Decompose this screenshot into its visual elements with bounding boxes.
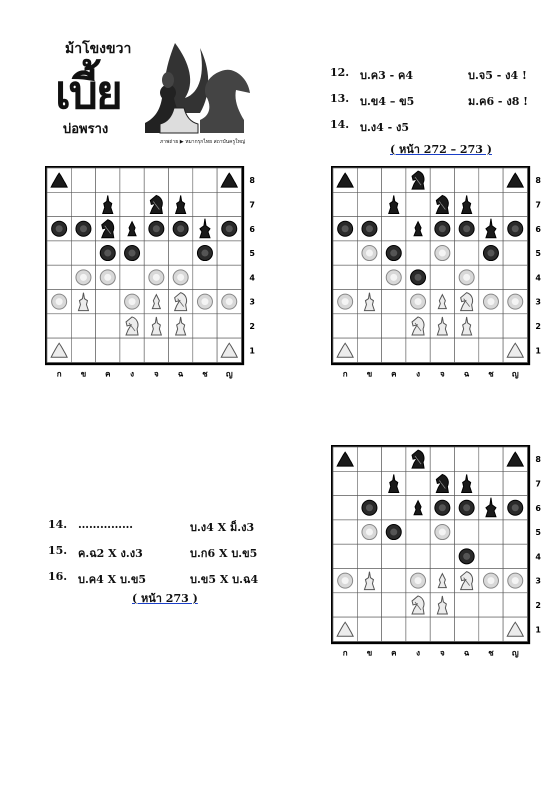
- board-square: [406, 192, 430, 216]
- white-pawn-piece: [197, 294, 212, 309]
- board-square: [382, 290, 406, 314]
- board-square: [169, 168, 193, 192]
- white-move: บ.ค3 - ค4: [360, 69, 414, 82]
- rank-label: 1: [535, 346, 541, 356]
- rank-label: 6: [249, 224, 255, 234]
- rank-label: 5: [535, 528, 541, 538]
- move-list-top: [330, 66, 540, 144]
- board-square: [357, 544, 381, 568]
- white-pawn-piece: [100, 270, 115, 285]
- rank-label: 2: [535, 321, 541, 331]
- black-pawn-piece: [362, 221, 377, 236]
- file-label: จ: [440, 369, 445, 379]
- board-square: [430, 447, 454, 471]
- board-square: [120, 168, 144, 192]
- white-pawn-piece: [508, 573, 523, 588]
- board-square: [193, 192, 217, 216]
- file-label: ฉ: [463, 648, 470, 658]
- black-pawn-piece: [222, 221, 237, 236]
- white-pawn-piece: [173, 270, 188, 285]
- move-row: [330, 92, 540, 118]
- file-label: ง: [416, 648, 421, 658]
- white-pawn-piece: [362, 525, 377, 540]
- logo-line2: เบี้ย: [55, 65, 121, 119]
- black-pawn-piece: [508, 221, 523, 236]
- file-label: จ: [154, 369, 159, 379]
- board-square: [96, 338, 120, 362]
- board-square: [357, 593, 381, 617]
- black-move: บ.จ5 - ง4 !: [468, 69, 527, 82]
- board-square: [357, 265, 381, 289]
- board-square: [217, 241, 241, 265]
- rank-label: 2: [249, 321, 255, 331]
- page-reference-bottom: [132, 589, 198, 607]
- file-label: ก: [56, 369, 62, 379]
- white-pawn-piece: [338, 573, 353, 588]
- black-move: บ.ข5 X บ.ฉ4: [190, 573, 259, 586]
- board-square: [193, 168, 217, 192]
- rank-label: 3: [535, 297, 541, 307]
- board-square: [382, 617, 406, 641]
- black-pawn-piece: [338, 221, 353, 236]
- board-square: [217, 192, 241, 216]
- black-pawn-piece: [483, 246, 498, 261]
- board-square: [406, 520, 430, 544]
- move-number: 16.: [48, 570, 68, 583]
- board-square: [503, 192, 527, 216]
- file-label: ง: [130, 369, 135, 379]
- board-square: [455, 520, 479, 544]
- board-square: [406, 471, 430, 495]
- black-pawn-piece: [149, 221, 164, 236]
- board-square: [503, 241, 527, 265]
- file-label: ญ: [511, 648, 519, 658]
- white-pawn-piece: [362, 246, 377, 261]
- board-square: [333, 314, 357, 338]
- board-square: [96, 168, 120, 192]
- move-number: 13.: [330, 92, 350, 105]
- board-square: [144, 168, 168, 192]
- file-label: ฉ: [463, 369, 470, 379]
- white-pawn-piece: [459, 270, 474, 285]
- rank-label: 4: [535, 273, 541, 283]
- file-label: ฉ: [177, 369, 184, 379]
- rank-label: 4: [249, 273, 255, 283]
- white-pawn-piece: [222, 294, 237, 309]
- move-number: 12.: [330, 66, 350, 79]
- chess-board-3: [331, 445, 559, 663]
- board-square: [382, 569, 406, 593]
- board-square: [47, 265, 71, 289]
- board-square: [503, 471, 527, 495]
- rank-label: 8: [535, 455, 541, 465]
- black-pawn-piece: [411, 270, 426, 285]
- file-label: ค: [105, 369, 111, 379]
- board-square: [455, 593, 479, 617]
- board-square: [479, 168, 503, 192]
- board-square: [430, 544, 454, 568]
- board-square: [333, 241, 357, 265]
- board-square: [71, 314, 95, 338]
- black-pawn-piece: [100, 246, 115, 261]
- black-pawn-piece: [76, 221, 91, 236]
- board-square: [479, 520, 503, 544]
- file-label: ก: [342, 648, 348, 658]
- file-label: ก: [342, 369, 348, 379]
- board-square: [382, 338, 406, 362]
- file-label: ญ: [511, 369, 519, 379]
- board-square: [479, 544, 503, 568]
- rank-label: 7: [535, 200, 541, 210]
- black-pawn-piece: [459, 549, 474, 564]
- board-square: [193, 265, 217, 289]
- board-square: [169, 241, 193, 265]
- board-square: [71, 241, 95, 265]
- board-square: [357, 192, 381, 216]
- file-label: ค: [391, 648, 397, 658]
- black-pawn-piece: [197, 246, 212, 261]
- logo-credit: ภาพถ่าย ▶ หมากรุกไทย สถาบันครูใหญ่: [160, 139, 246, 145]
- board-square: [217, 265, 241, 289]
- board-square: [503, 314, 527, 338]
- file-label: ข: [366, 648, 373, 658]
- white-pawn-piece: [483, 294, 498, 309]
- black-move: บ.ก6 X บ.ข5: [190, 547, 258, 560]
- white-pawn-piece: [508, 294, 523, 309]
- move-row: [48, 518, 278, 544]
- board-square: [455, 617, 479, 641]
- board-square: [382, 168, 406, 192]
- rank-label: 1: [535, 625, 541, 635]
- board-square: [406, 544, 430, 568]
- page-ref-label: ( หน้า 272 – 273 ): [390, 143, 492, 156]
- rank-label: 4: [535, 552, 541, 562]
- file-label: ข: [366, 369, 373, 379]
- black-pawn-piece: [435, 500, 450, 515]
- rank-label: 1: [249, 346, 255, 356]
- board-square: [333, 544, 357, 568]
- white-pawn-piece: [435, 525, 450, 540]
- white-pawn-piece: [411, 294, 426, 309]
- board-square: [144, 241, 168, 265]
- page-ref-label: ( หน้า 273 ): [132, 592, 198, 605]
- board-square: [120, 192, 144, 216]
- board-square: [193, 338, 217, 362]
- board-square: [382, 544, 406, 568]
- board-square: [96, 290, 120, 314]
- board-square: [333, 265, 357, 289]
- white-pawn-piece: [76, 270, 91, 285]
- board-square: [382, 314, 406, 338]
- file-label: ข: [80, 369, 87, 379]
- board-square: [357, 447, 381, 471]
- board-square: [503, 520, 527, 544]
- black-pawn-piece: [459, 500, 474, 515]
- white-move: บ.ข4 – ข5: [360, 95, 415, 108]
- rank-label: 7: [535, 479, 541, 489]
- board-square: [503, 593, 527, 617]
- white-pawn-piece: [149, 270, 164, 285]
- board-square: [479, 447, 503, 471]
- board-square: [479, 617, 503, 641]
- rank-label: 5: [535, 249, 541, 259]
- board-square: [382, 593, 406, 617]
- black-pawn-piece: [508, 500, 523, 515]
- white-pawn-piece: [52, 294, 67, 309]
- board-square: [430, 265, 454, 289]
- file-label: ค: [391, 369, 397, 379]
- rank-label: 8: [249, 176, 255, 186]
- chess-board-2: [331, 166, 559, 384]
- board-square: [71, 338, 95, 362]
- file-label: ญ: [225, 369, 233, 379]
- rank-label: 6: [535, 224, 541, 234]
- chess-board-1: [45, 166, 275, 384]
- chess-pieces-illustration: [140, 38, 255, 138]
- board-square: [47, 241, 71, 265]
- move-list-bottom: [48, 518, 278, 596]
- white-pawn-piece: [338, 294, 353, 309]
- logo-line1: ม้าโขงขวา: [65, 41, 132, 57]
- board-square: [406, 241, 430, 265]
- rank-label: 3: [535, 576, 541, 586]
- board-square: [430, 168, 454, 192]
- black-pawn-piece: [386, 246, 401, 261]
- board-square: [217, 314, 241, 338]
- board-square: [357, 338, 381, 362]
- board-square: [479, 338, 503, 362]
- logo-line3: บ่อพราง: [63, 122, 109, 137]
- board-square: [333, 192, 357, 216]
- board-square: [357, 617, 381, 641]
- white-move: ค.ฉ2 X ง.ง3: [78, 547, 143, 560]
- black-pawn-piece: [125, 246, 140, 261]
- board-square: [333, 471, 357, 495]
- white-pawn-piece: [386, 270, 401, 285]
- board-square: [430, 617, 454, 641]
- page-reference-top: [390, 140, 492, 158]
- board-square: [479, 593, 503, 617]
- black-pawn-piece: [52, 221, 67, 236]
- board-square: [382, 496, 406, 520]
- file-label: ช: [488, 648, 494, 658]
- move-row: [48, 544, 278, 570]
- board-square: [382, 217, 406, 241]
- board-square: [357, 471, 381, 495]
- board-square: [382, 447, 406, 471]
- white-pawn-piece: [411, 573, 426, 588]
- file-label: จ: [440, 648, 445, 658]
- file-label: ช: [488, 369, 494, 379]
- board-square: [455, 168, 479, 192]
- move-number: 14.: [48, 518, 68, 531]
- board-square: [430, 338, 454, 362]
- board-square: [120, 265, 144, 289]
- file-label: ช: [202, 369, 208, 379]
- board-square: [120, 338, 144, 362]
- rank-label: 5: [249, 249, 255, 259]
- rank-label: 7: [249, 200, 255, 210]
- rank-label: 3: [249, 297, 255, 307]
- black-move: บ.ง4 X ม็.ง3: [190, 521, 255, 534]
- board-square: [503, 544, 527, 568]
- board-square: [479, 471, 503, 495]
- board-square: [357, 314, 381, 338]
- move-row: [330, 66, 540, 92]
- white-pawn-piece: [125, 294, 140, 309]
- board-square: [455, 338, 479, 362]
- board-square: [71, 168, 95, 192]
- file-label: ง: [416, 369, 421, 379]
- board-square: [333, 496, 357, 520]
- move-number: 14.: [330, 118, 350, 131]
- board-square: [71, 192, 95, 216]
- white-pawn-piece: [435, 246, 450, 261]
- white-move: บ.ง4 - ง5: [360, 121, 410, 134]
- black-move: ม.ค6 - ง8 !: [468, 95, 529, 108]
- board-square: [96, 314, 120, 338]
- board-square: [169, 338, 193, 362]
- board-square: [193, 314, 217, 338]
- board-square: [333, 520, 357, 544]
- white-pawn-piece: [483, 573, 498, 588]
- board-square: [47, 192, 71, 216]
- board-square: [479, 314, 503, 338]
- board-square: [333, 593, 357, 617]
- board-square: [144, 338, 168, 362]
- board-square: [455, 241, 479, 265]
- black-pawn-piece: [362, 500, 377, 515]
- book-logo: [55, 38, 260, 173]
- board-square: [357, 168, 381, 192]
- white-move: บ.ค4 X บ.ข5: [78, 573, 147, 586]
- board-square: [479, 192, 503, 216]
- board-square: [406, 617, 430, 641]
- rank-label: 8: [535, 176, 541, 186]
- board-square: [47, 314, 71, 338]
- move-number: 15.: [48, 544, 68, 557]
- board-square: [479, 265, 503, 289]
- black-pawn-piece: [173, 221, 188, 236]
- white-move: ……………: [78, 518, 133, 531]
- black-pawn-piece: [386, 525, 401, 540]
- black-pawn-piece: [435, 221, 450, 236]
- black-pawn-piece: [459, 221, 474, 236]
- board-square: [503, 265, 527, 289]
- board-square: [406, 338, 430, 362]
- rank-label: 2: [535, 600, 541, 610]
- rank-label: 6: [535, 503, 541, 513]
- board-square: [455, 447, 479, 471]
